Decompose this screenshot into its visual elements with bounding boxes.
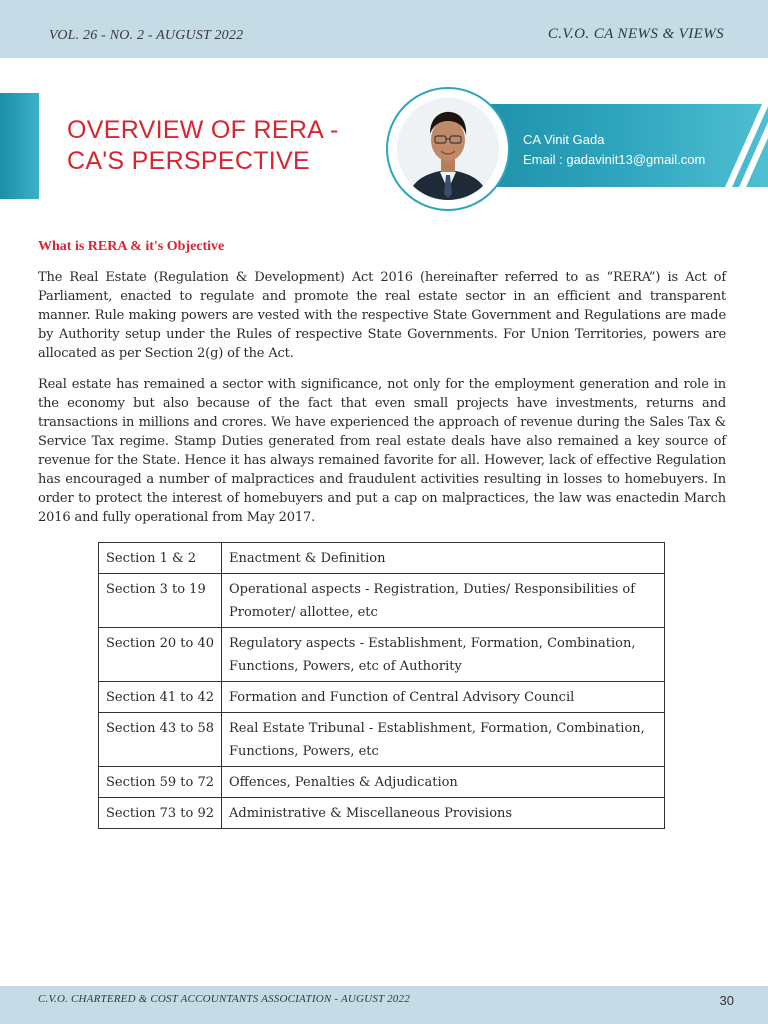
author-name: CA Vinit Gada <box>523 132 605 147</box>
issue-volume: VOL. 26 - NO. 2 - AUGUST 2022 <box>49 28 244 43</box>
table-cell-description: Offences, Penalties & Adjudication <box>222 767 665 798</box>
table-cell-section: Section 3 to 19 <box>99 574 222 628</box>
table-cell-section: Section 73 to 92 <box>99 798 222 829</box>
magazine-name: C.V.O. CA NEWS & VIEWS <box>547 26 724 42</box>
table-row <box>99 713 665 767</box>
paragraph-rera-background: Real estate has remained a sector with significance, not only for the employment generation and role in the economy but also because of the fact that even small projects have investments, returns and transactions in millions and crores. We have experienced the approach of revenue during the Sales Tax & Service Tax regime. Stamp Duties generated from real estate deals have also remained a key source of revenue for the State. Hence it has always remained favorite for all. However, lack of effective Regulation has encouraged a number of malpractices and fraudulent activities resulting in losses to homebuyers. In order to protect the interest of homebuyers and put a cap on malpractices, the law was enactedin March 2016 and fully operational from May 2017. <box>38 377 726 525</box>
article-title-line-1: OVERVIEW OF RERA - <box>67 116 339 144</box>
table-cell-section: Section 20 to 40 <box>99 628 222 682</box>
article-title <box>67 115 339 177</box>
table-row <box>99 682 665 713</box>
footer-association: C.V.O. CHARTERED & COST ACCOUNTANTS ASSOCIATION - AUGUST 2022 <box>38 993 410 1005</box>
title-accent-block <box>0 93 39 199</box>
author-photo <box>397 98 499 200</box>
table-cell-section: Section 41 to 42 <box>99 682 222 713</box>
table-cell-description: Real Estate Tribunal - Establishment, Formation, Combination, Functions, Powers, etc <box>222 713 665 767</box>
table-cell-description: Regulatory aspects - Establishment, Formation, Combination, Functions, Powers, etc of Authority <box>222 628 665 682</box>
table-cell-description: Formation and Function of Central Advisory Council <box>222 682 665 713</box>
author-photo-frame <box>386 87 510 211</box>
section-heading: What is RERA & it's Objective <box>38 239 225 254</box>
table-row <box>99 767 665 798</box>
table-row <box>99 574 665 628</box>
author-email: Email : gadavinit13@gmail.com <box>523 152 706 167</box>
table-row <box>99 798 665 829</box>
article-title-line-2: CA'S PERSPECTIVE <box>67 147 310 175</box>
table-row <box>99 543 665 574</box>
page-number: 30 <box>719 993 734 1008</box>
table-cell-section: Section 43 to 58 <box>99 713 222 767</box>
table-row <box>99 628 665 682</box>
portrait-illustration <box>397 98 499 200</box>
table-cell-description: Enactment & Definition <box>222 543 665 574</box>
footer-band <box>0 986 768 1024</box>
table-cell-section: Section 59 to 72 <box>99 767 222 798</box>
table-cell-section: Section 1 & 2 <box>99 543 222 574</box>
table-cell-description: Administrative & Miscellaneous Provisions <box>222 798 665 829</box>
rera-sections-table <box>98 542 665 829</box>
table-cell-description: Operational aspects - Registration, Duties/ Responsibilities of Promoter/ allottee, etc <box>222 574 665 628</box>
paragraph-rera-intro: The Real Estate (Regulation & Development) Act 2016 (hereinafter referred to as “RERA”) is Act of Parliament, enacted to regulate and promote the real estate sector in an efficient and transparent manner. Rule making powers are vested with the respective State Government and Regulations are made by Authority setup under the Rules of respective State Governments. For Union Territories, powers are allocated as per Section 2(g) of the Act. <box>38 270 726 361</box>
